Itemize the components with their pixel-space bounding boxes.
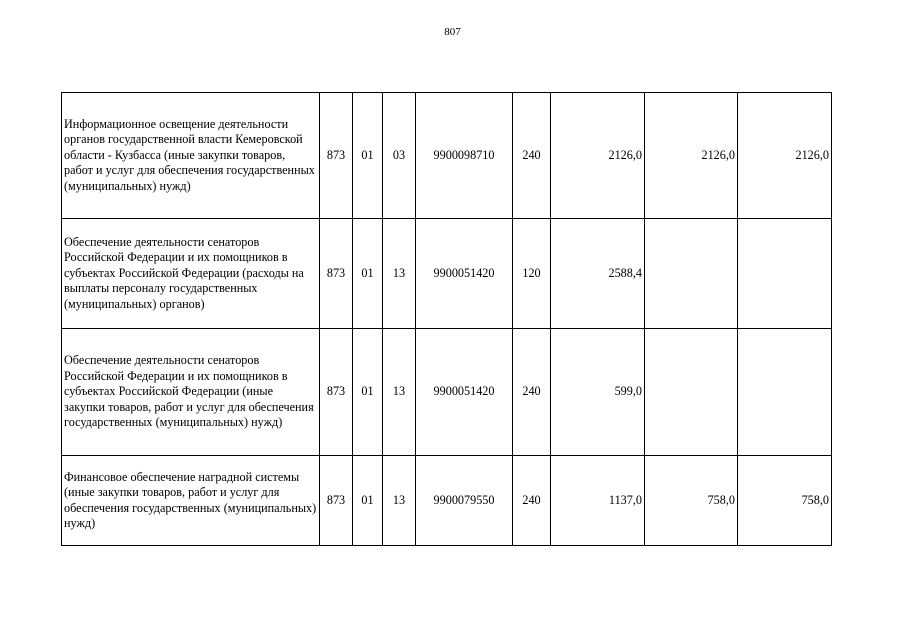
amount-year-1: 599,0: [551, 329, 645, 456]
ministry-code: 873: [320, 456, 353, 546]
table-row: [62, 456, 832, 546]
table-row: [62, 219, 832, 329]
target-article-code: 9900051420: [416, 329, 513, 456]
amount-year-1: 1137,0: [551, 456, 645, 546]
expense-type-code: 120: [513, 219, 551, 329]
amount-year-2: [645, 219, 738, 329]
target-article-code: 9900051420: [416, 219, 513, 329]
amount-year-3: 758,0: [738, 456, 832, 546]
amount-year-3: 2126,0: [738, 93, 832, 219]
table-row: [62, 93, 832, 219]
expense-type-code: 240: [513, 456, 551, 546]
row-description: Финансовое обеспечение наградной системы (иные закупки товаров, работ и услуг для обеспечения государственных (муниципальных) нужд): [62, 456, 320, 546]
target-article-code: 9900079550: [416, 456, 513, 546]
ministry-code: 873: [320, 93, 353, 219]
amount-year-1: 2588,4: [551, 219, 645, 329]
ministry-code: 873: [320, 219, 353, 329]
amount-year-2: [645, 329, 738, 456]
amount-year-3: [738, 329, 832, 456]
amount-year-2: 758,0: [645, 456, 738, 546]
subsection-code: 13: [383, 329, 416, 456]
subsection-code: 03: [383, 93, 416, 219]
row-description: Обеспечение деятельности сенаторов Российской Федерации и их помощников в субъектах Российской Федерации (иные закупки товаров, работ и услуг для обеспечения государственных (муниципальных) нужд): [62, 329, 320, 456]
subsection-code: 13: [383, 219, 416, 329]
expense-type-code: 240: [513, 329, 551, 456]
row-description: Обеспечение деятельности сенаторов Российской Федерации и их помощников в субъектах Российской Федерации (расходы на выплаты персоналу государственных (муниципальных) органов): [62, 219, 320, 329]
amount-year-1: 2126,0: [551, 93, 645, 219]
amount-year-2: 2126,0: [645, 93, 738, 219]
section-code: 01: [353, 93, 383, 219]
row-description: Информационное освещение деятельности органов государственной власти Кемеровской области - Кузбасса (иные закупки товаров, работ и услуг для обеспечения государственных (муниципальных) нужд): [62, 93, 320, 219]
expense-type-code: 240: [513, 93, 551, 219]
target-article-code: 9900098710: [416, 93, 513, 219]
table-row: [62, 329, 832, 456]
amount-year-3: [738, 219, 832, 329]
ministry-code: 873: [320, 329, 353, 456]
section-code: 01: [353, 329, 383, 456]
page-number: 807: [444, 26, 461, 38]
subsection-code: 13: [383, 456, 416, 546]
section-code: 01: [353, 456, 383, 546]
budget-table: [61, 92, 832, 546]
section-code: 01: [353, 219, 383, 329]
